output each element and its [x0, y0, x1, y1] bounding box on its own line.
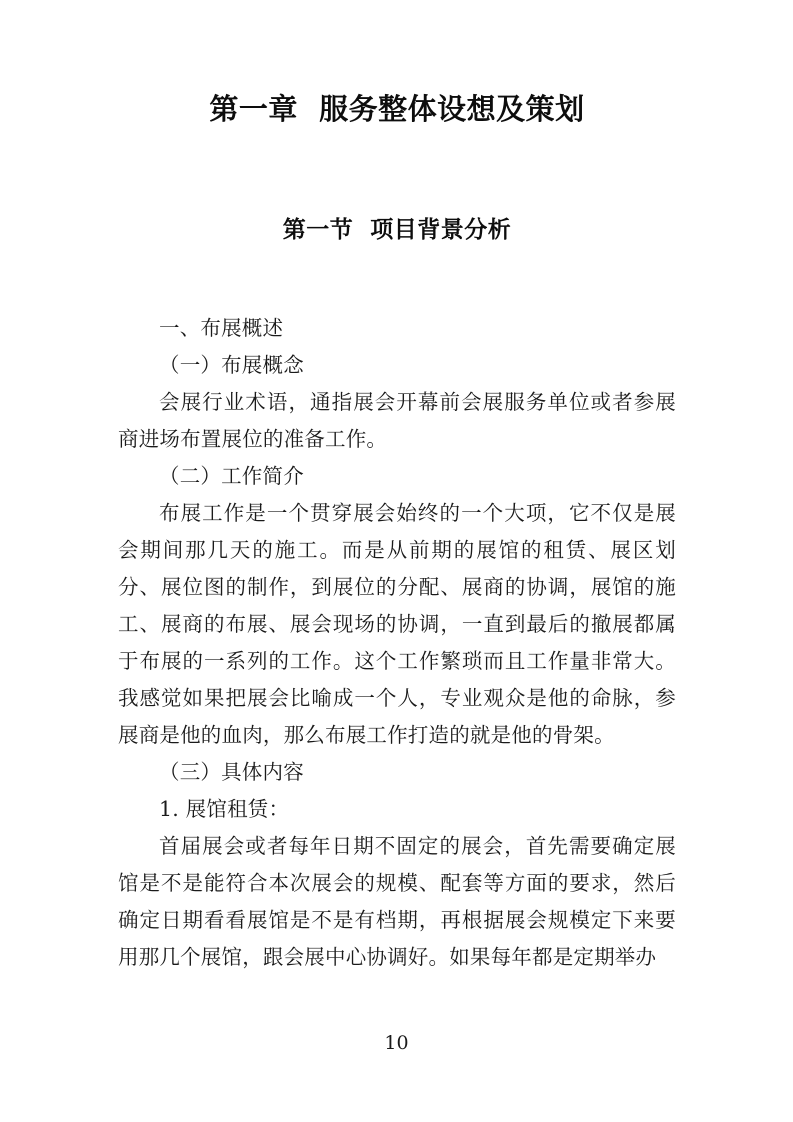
paragraph-heading-venue-rental: 1. 展馆租赁：: [159, 797, 290, 822]
paragraph-body-venue-rental: 首届展会或者每年日期不固定的展会，首先需要确定展馆是不是能符合本次展会的规模、配套等方面的要求，然后确定日期看看展馆是不是有档期，再根据展会规模定下来要用那几个展馆，跟会展中心协调好。如果每年都是定期举办: [118, 834, 676, 970]
paragraph-heading-work-intro: （二）工作简介: [159, 464, 304, 489]
paragraph-heading-details: （三）具体内容: [159, 760, 304, 785]
chapter-title: 第一章 服务整体设想及策划: [209, 92, 585, 126]
body-text-block: [118, 310, 676, 976]
paragraph-body-concept: 会展行业术语，通指展会开幕前会展服务单位或者参展商进场布置展位的准备工作。: [118, 390, 676, 452]
paragraph-body-work-intro: 布展工作是一个贯穿展会始终的一个大项，它不仅是展会期间那几天的施工。而是从前期的展馆的租赁、展区划分、展位图的制作，到展位的分配、展商的协调，展馆的施工、展商的布展、展会现场的协调，一直到最后的撤展都属于布展的一系列的工作。这个工作繁琐而且工作量非常大。我感觉如果把展会比喻成一个人，专业观众是他的命脉，参展商是他的血肉，那么布展工作打造的就是他的骨架。: [118, 501, 676, 748]
document-content-column: [118, 0, 676, 976]
section-title: 第一节 项目背景分析: [282, 216, 512, 243]
paragraph-heading-concept: （一）布展概念: [159, 353, 304, 378]
paragraph-heading-overview: 一、布展概述: [159, 316, 284, 341]
page-number: 10: [384, 1032, 409, 1054]
